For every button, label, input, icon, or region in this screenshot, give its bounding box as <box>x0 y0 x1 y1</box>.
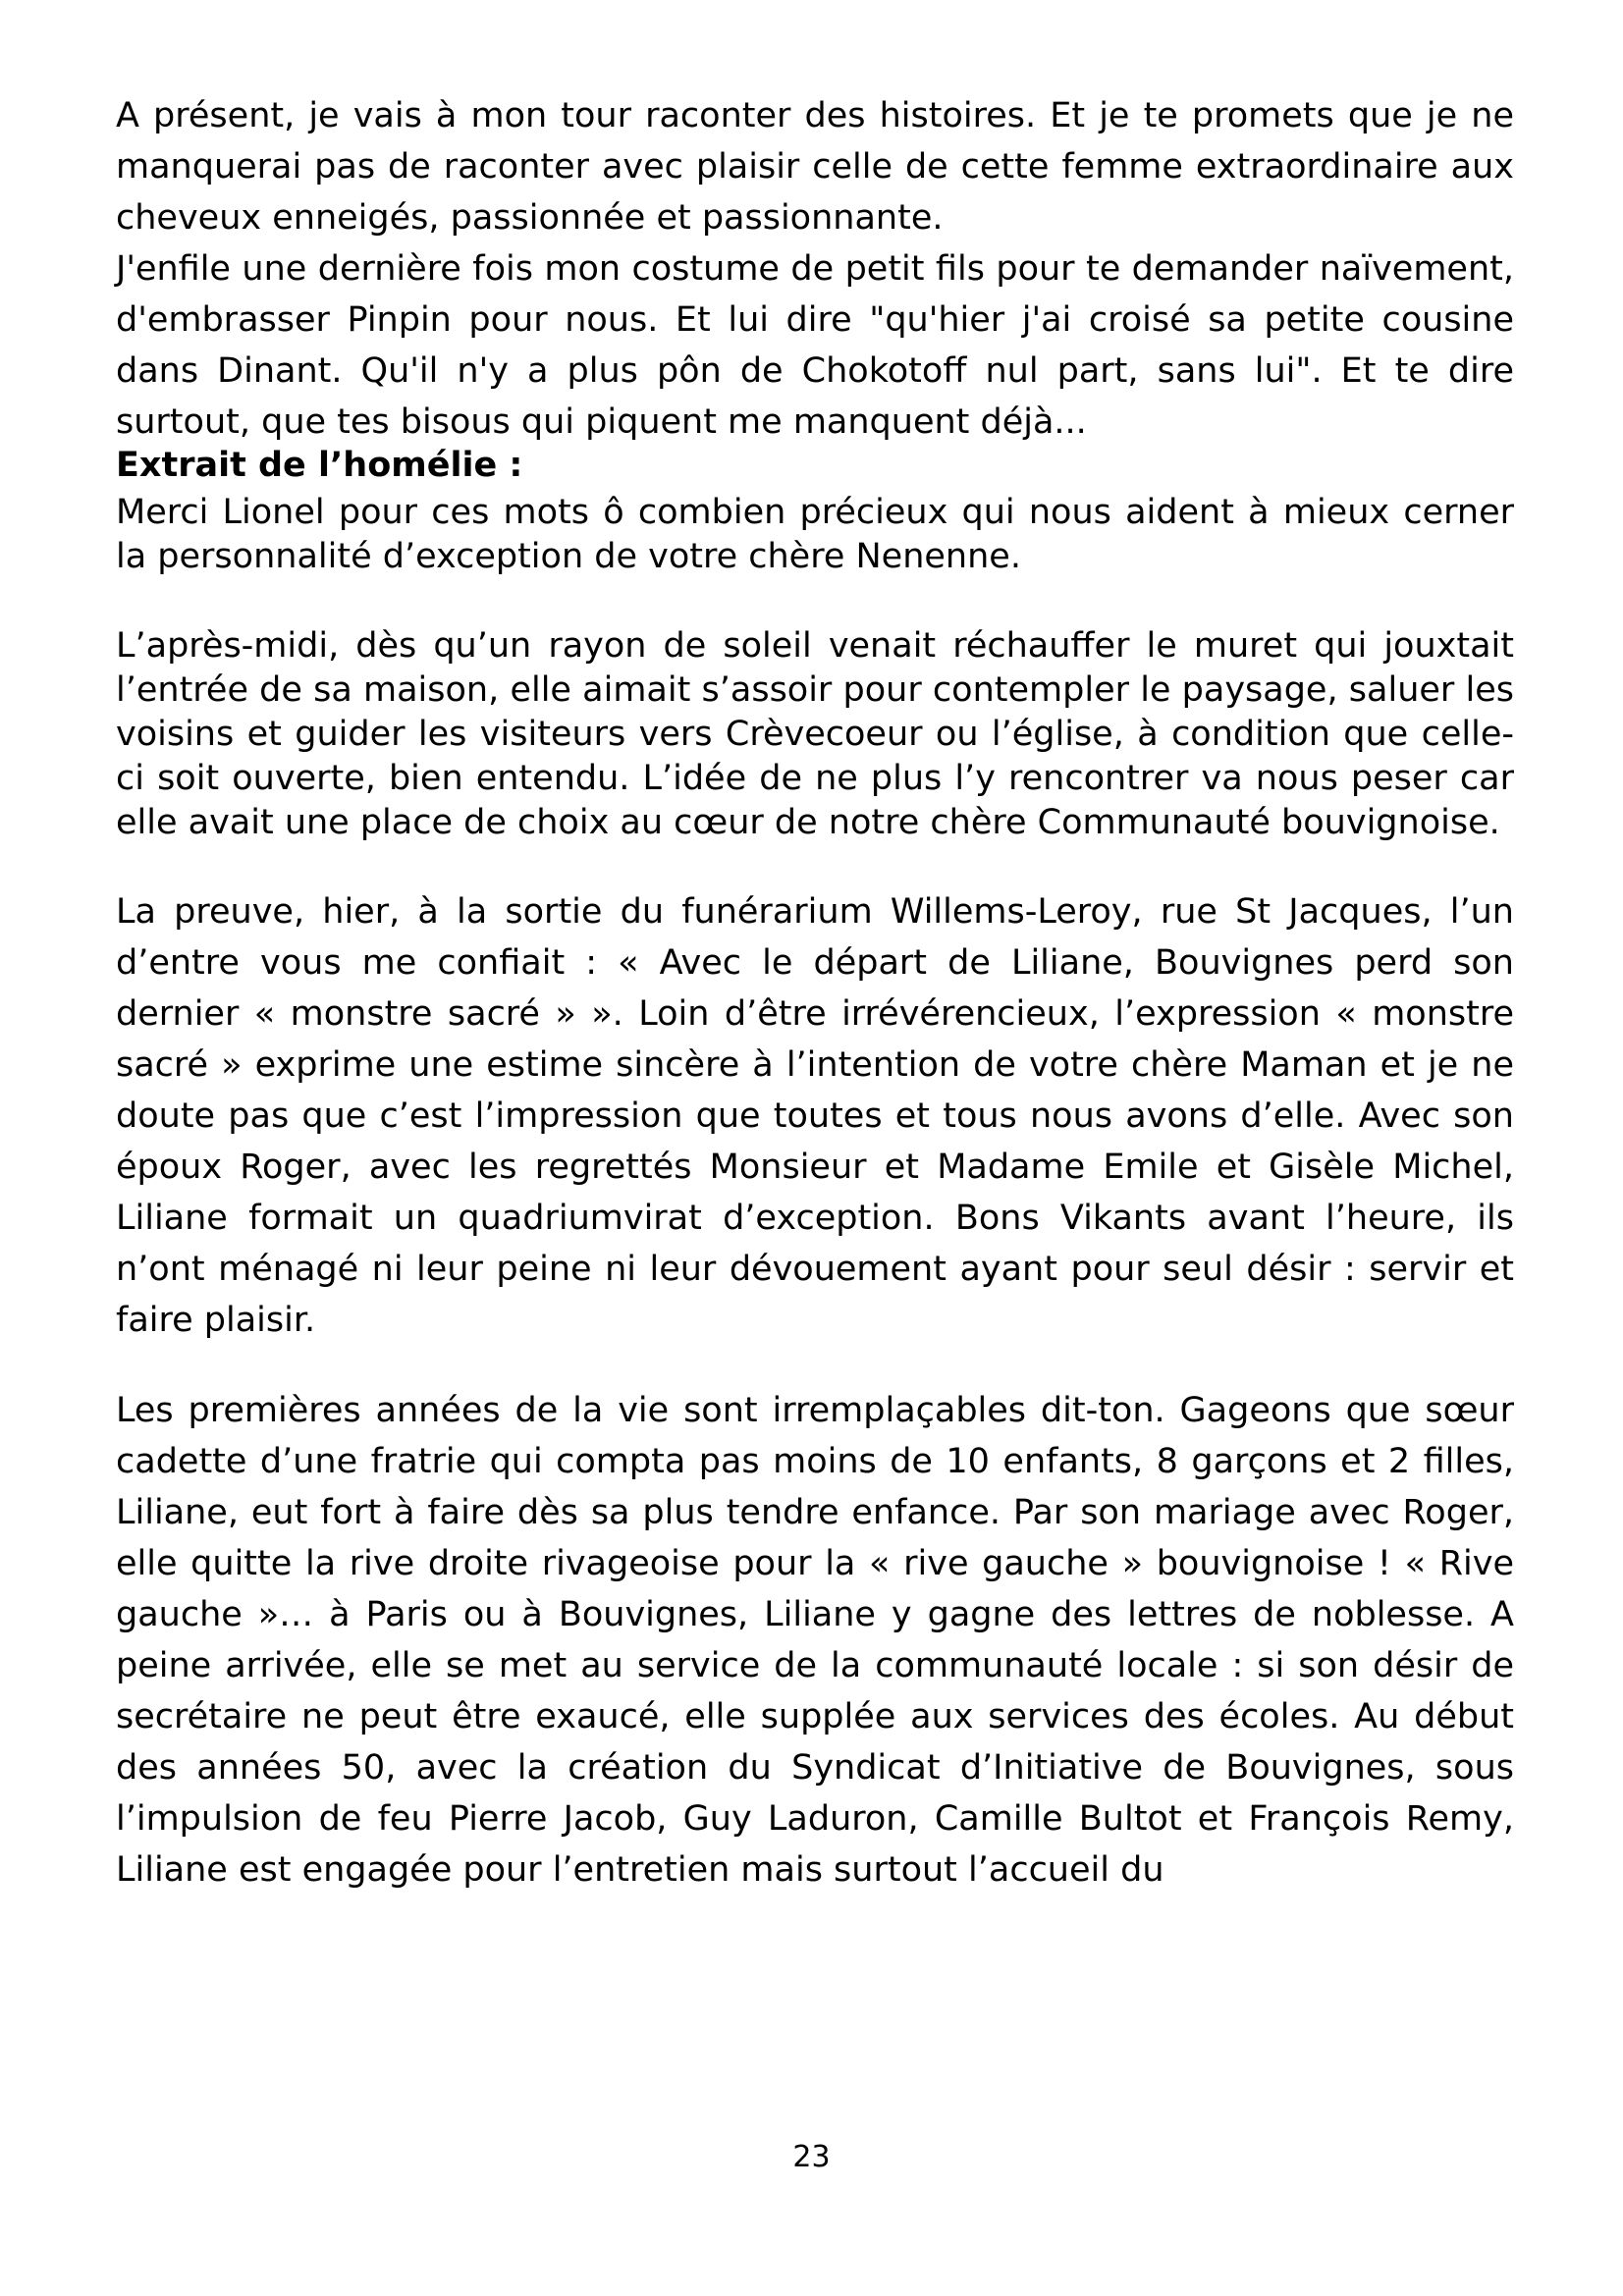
paragraph-intro: A présent, je vais à mon tour raconter des histoires. Et je te promets que je ne manquerai pas de raconter avec plaisir celle de cette femme extraordinaire aux cheveux enneigés, passionnée et passionnante. <box>116 96 1514 238</box>
paragraph-afternoon: L’après-midi, dès qu’un rayon de soleil venait réchauffer le muret qui jouxtait l’entrée de sa maison, elle aimait s’assoir pour contempler le paysage, saluer les voisins et guider les visiteurs vers Crèvecoeur ou l’église, à condition que celle-ci soit ouverte, bien entendu. L’idée de ne plus l’y rencontrer va nous peser car elle avait une place de choix au cœur de notre chère Communauté bouvignoise. <box>116 626 1514 842</box>
paragraph-proof: La preuve, hier, à la sortie du funérarium Willems-Leroy, rue St Jacques, l’un d’entre vous me confiait : « Avec le départ de Liliane, Bouvignes perd son dernier « monstre sacré » ». Loin d’être irrévérencieux, l’expression « monstre sacré » exprime une estime sincère à l’intention de votre chère Maman et je ne doute pas que c’est l’impression que toutes et tous nous avons d’elle. Avec son époux Roger, avec les regrettés Monsieur et Madame Emile et Gisèle Michel, Liliane formait un quadriumvirat d’exception. Bons Vikants avant l’heure, ils n’ont ménagé ni leur peine ni leur dévouement ayant pour seul désir : servir et faire plaisir. <box>116 892 1514 1340</box>
paragraph-grandson: J'enfile une dernière fois mon costume de petit fils pour te demander naïvement, d'embrasser Pinpin pour nous. Et lui dire "qu'hier j'ai croisé sa petite cousine dans Dinant. Qu'il n'y a plus pôn de Chokotoff nul part, sans lui". Et te dire surtout, que tes bisous qui piquent me manquent déjà... <box>116 249 1514 442</box>
paragraph-thanks: Merci Lionel pour ces mots ô combien précieux qui nous aident à mieux cerner la personnalité d’exception de votre chère Nenenne. <box>116 493 1514 576</box>
page-body <box>116 90 1514 1896</box>
paragraph-early-years: Les premières années de la vie sont irremplaçables dit-ton. Gageons que sœur cadette d’une fratrie qui compta pas moins de 10 enfants, 8 garçons et 2 filles, Liliane, eut fort à faire dès sa plus tendre enfance. Par son mariage avec Roger, elle quitte la rive droite rivageoise pour la « rive gauche » bouvignoise ! « Rive gauche »… à Paris ou à Bouvignes, Liliane y gagne des lettres de noblesse. A peine arrivée, elle se met au service de la communauté locale : si son désir de secrétaire ne peut être exaucé, elle supplée aux services des écoles. Au début des années 50, avec la création du Syndicat d’Initiative de Bouvignes, sous l’impulsion de feu Pierre Jacob, Guy Laduron, Camille Bultot et François Remy, Liliane est engagée pour l’entretien mais surtout l’accueil du <box>116 1391 1514 1890</box>
section-heading: Extrait de l’homélie : <box>116 446 523 485</box>
page-number: 23 <box>792 2140 831 2174</box>
